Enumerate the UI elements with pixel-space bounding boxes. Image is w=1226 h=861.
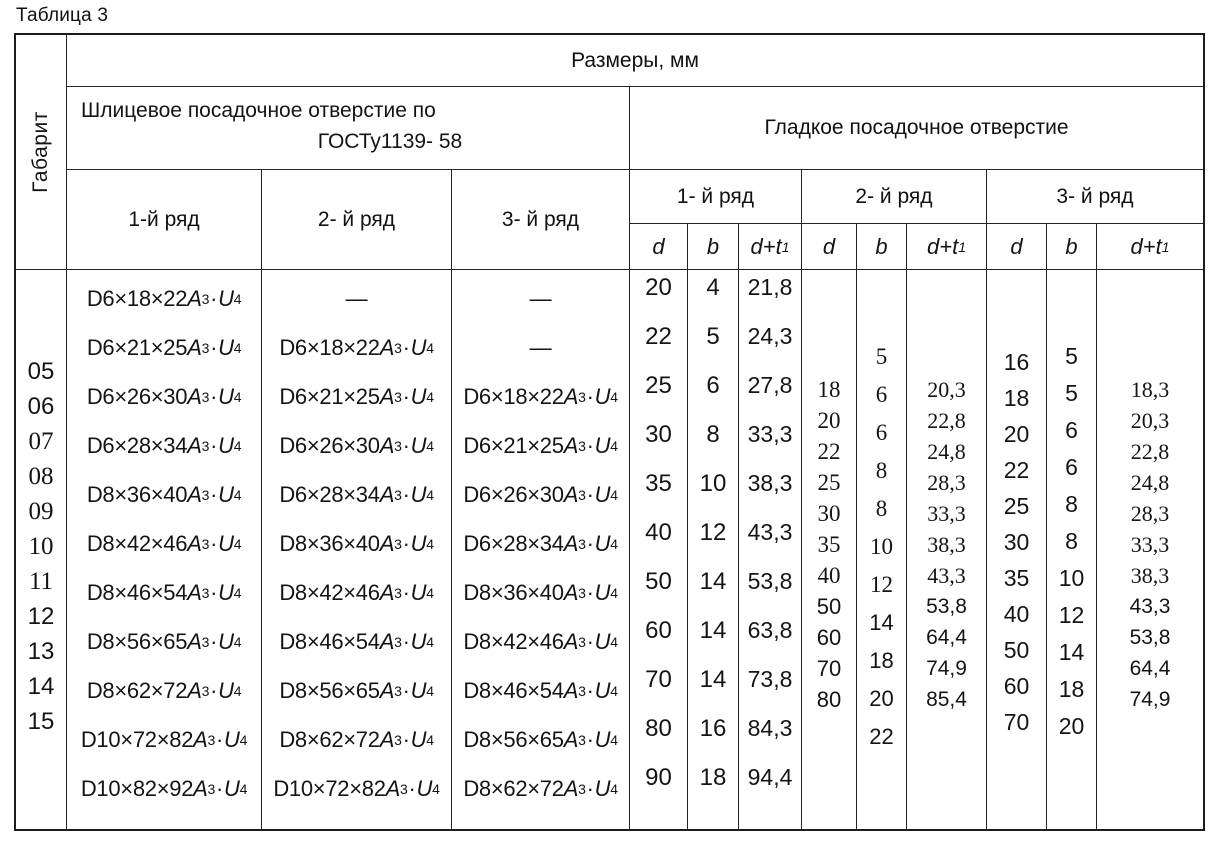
smooth-value: 22: [1003, 457, 1030, 483]
smooth-value: 12: [870, 572, 893, 597]
smooth-value: 43,3: [747, 519, 793, 545]
smooth-value: 50: [816, 594, 842, 619]
smooth-column-b-2: [857, 270, 907, 829]
smooth-value: 21,8: [747, 274, 793, 300]
smooth-value: 53,8: [1129, 626, 1171, 649]
smooth-value: 18: [869, 648, 894, 673]
dimensions-table: [14, 33, 1205, 831]
smooth-value: 8: [875, 496, 888, 521]
smooth-column-d-2: [802, 270, 857, 829]
smooth-value: 80: [816, 687, 842, 712]
gabarit-value: 14: [27, 673, 55, 700]
smooth-value: 5: [1065, 380, 1078, 406]
smooth-value: 4: [706, 274, 720, 301]
smooth-value: 38,3: [927, 532, 966, 557]
smooth-value: 70: [1003, 709, 1030, 735]
smooth-value: 64,4: [1129, 657, 1171, 680]
smooth-value: 33,3: [927, 501, 966, 526]
smooth-value: 38,3: [1130, 563, 1170, 588]
smooth-value: 38,3: [747, 470, 793, 496]
smooth-value: 14: [1058, 639, 1085, 665]
smooth-value: 20,3: [1130, 408, 1170, 433]
smooth-value: 12: [699, 519, 727, 546]
smooth-value: 22,8: [927, 408, 966, 433]
smooth-value: 8: [706, 421, 720, 448]
smooth-value: 70: [816, 656, 842, 681]
spline-designation: D6×21×25 A 3 · U 4: [463, 432, 618, 458]
smooth-value: 60: [1003, 673, 1030, 699]
smooth-column-d-3: [987, 270, 1047, 829]
subheader-dt1-1: d + t 1: [739, 224, 802, 270]
smooth-value: 64,4: [926, 626, 967, 649]
spline-designation: D8×46×54 A 3 · U 4: [279, 628, 434, 654]
spline-designation: D8×36×40 A 3 · U 4: [279, 530, 434, 556]
smooth-value: 94,4: [747, 764, 793, 790]
smooth-value: 8: [1065, 491, 1078, 517]
smooth-value: 53,8: [747, 568, 793, 594]
spline-designation: D6×21×25 A 3 · U 4: [279, 383, 434, 409]
smooth-value: 30: [1003, 529, 1030, 555]
smooth-value: 5: [706, 323, 720, 350]
smooth-value: 10: [1058, 565, 1085, 591]
sizes-header-label: Размеры, мм: [571, 48, 699, 72]
smooth-value: 5: [875, 344, 888, 369]
smooth-value: 27,8: [747, 372, 793, 398]
subheader-b-3: b: [1047, 224, 1097, 270]
spline-designation: D8×56×65 A 3 · U 4: [463, 726, 618, 752]
smooth-value: 20: [869, 686, 894, 711]
smooth-value: 10: [870, 534, 893, 559]
subheader-d-1: d: [630, 224, 688, 270]
smooth-value: 16: [1003, 349, 1030, 375]
smooth-value: 22: [869, 724, 894, 749]
spline-designation: D6×26×30 A 3 · U 4: [279, 432, 434, 458]
spline-section-header: [67, 87, 630, 170]
spline-designation: D10×72×82 A 3 · U 4: [80, 726, 248, 752]
smooth-column-b-1: [688, 270, 739, 829]
smooth-value: 90: [645, 764, 672, 791]
spline-designation: D8×62×72 A 3 · U 4: [279, 726, 434, 752]
smooth-value: 85,4: [926, 688, 967, 711]
gabarit-value: 05: [27, 358, 55, 385]
smooth-value: 80: [645, 715, 672, 742]
smooth-value: 30: [645, 421, 672, 448]
smooth-value: 33,3: [747, 421, 793, 447]
spline-designation: D8×56×65 A 3 · U 4: [86, 628, 242, 654]
spline-designation: D6×18×22 A 3 · U 4: [463, 383, 618, 409]
subheader-dt1-3: d + t 1: [1097, 224, 1203, 270]
gabarit-stack: [16, 354, 66, 739]
smooth-value: 73,8: [747, 666, 793, 692]
smooth-value: 50: [1003, 637, 1030, 663]
smooth-value: 84,3: [747, 715, 793, 741]
smooth-value: 18: [1058, 676, 1085, 702]
spline-designation: D6×18×22 A 3 · U 4: [279, 334, 434, 360]
smooth-value: 28,3: [1130, 501, 1170, 526]
smooth-value: 6: [875, 382, 888, 407]
spline-designation: D6×21×25 A 3 · U 4: [86, 334, 242, 360]
gabarit-value: 13: [27, 638, 55, 665]
smooth-value: 22: [645, 323, 672, 350]
smooth-value: 25: [645, 372, 672, 399]
gabarit-value: 15: [27, 708, 55, 735]
smooth-column-dt-1: [739, 270, 802, 829]
page-title: Таблица 3: [16, 5, 109, 26]
spline-designation: D8×36×40 A 3 · U 4: [463, 579, 618, 605]
gabarit-value: 06: [27, 393, 55, 420]
smooth-value: 63,8: [747, 617, 793, 643]
subheader-b-2: b: [857, 224, 907, 270]
smooth-value: 35: [817, 532, 841, 557]
smooth-row-header-3: 3- й ряд: [987, 170, 1203, 224]
smooth-value: 6: [1065, 417, 1078, 443]
smooth-value: 14: [699, 568, 727, 595]
subheader-dt1-2: d + t 1: [907, 224, 987, 270]
spline-designation: D6×28×34 A 3 · U 4: [279, 481, 434, 507]
gabarit-value: 07: [28, 428, 54, 455]
smooth-value: 18,3: [1130, 377, 1170, 402]
smooth-column-d-1: [630, 270, 688, 829]
smooth-value: 6: [706, 372, 720, 399]
smooth-value: 33,3: [1130, 532, 1170, 557]
smooth-value: 18: [1003, 385, 1030, 411]
smooth-value: 53,8: [926, 595, 967, 618]
smooth-value: 8: [875, 458, 888, 483]
smooth-column-dt-3: [1097, 270, 1203, 829]
spline-designation: D8×46×54 A 3 · U 4: [463, 677, 618, 703]
smooth-value: 40: [817, 563, 841, 588]
spline-designation: D6×26×30 A 3 · U 4: [86, 383, 242, 409]
gabarit-value: 09: [28, 498, 54, 525]
spline-designation: D6×28×34 A 3 · U 4: [463, 530, 618, 556]
sizes-header-cell: [67, 35, 1203, 87]
smooth-value: 43,3: [1129, 595, 1171, 618]
spline-column-1: [67, 270, 262, 829]
corner-header-cell: [16, 35, 67, 270]
gabarit-value: 10: [28, 533, 54, 560]
smooth-value: 22,8: [1130, 439, 1170, 464]
spline-designation: D8×42×46 A 3 · U 4: [463, 628, 618, 654]
gabarit-value: 12: [27, 603, 55, 630]
smooth-row-header-1: 1- й ряд: [630, 170, 802, 224]
smooth-value: 74,9: [1129, 688, 1171, 711]
smooth-header-label: Гладкое посадочное отверстие: [764, 116, 1069, 139]
smooth-value: 43,3: [927, 563, 966, 588]
smooth-value: 14: [699, 666, 727, 693]
spline-designation: D10×72×82 A 3 · U 4: [273, 775, 440, 801]
smooth-section-header: [630, 87, 1203, 170]
corner-header-label: Габарит: [29, 111, 52, 193]
smooth-value: 25: [1003, 493, 1030, 519]
smooth-value: 30: [817, 501, 841, 526]
smooth-value: 35: [1003, 565, 1030, 591]
smooth-value: 20: [645, 274, 672, 301]
smooth-value: 8: [1065, 528, 1078, 554]
smooth-value: 14: [869, 610, 894, 635]
gabarit-value: 11: [28, 568, 54, 595]
spline-row-header-3: 3- й ряд: [452, 170, 630, 270]
smooth-value: 20: [1003, 421, 1030, 447]
spline-designation: —: [345, 285, 368, 311]
spline-designation: D8×62×72 A 3 · U 4: [463, 775, 618, 801]
spline-header-line1: Шлицевое посадочное отверстие по: [81, 99, 436, 122]
smooth-row-header-2: 2- й ряд: [802, 170, 987, 224]
smooth-value: 28,3: [927, 470, 966, 495]
smooth-value: 60: [645, 617, 672, 644]
smooth-value: 18: [817, 377, 841, 402]
spline-designation: D8×36×40 A 3 · U 4: [86, 481, 242, 507]
smooth-value: 24,8: [927, 439, 966, 464]
spline-designation: D8×46×54 A 3 · U 4: [86, 579, 242, 605]
spline-designation: D8×42×46 A 3 · U 4: [279, 579, 434, 605]
smooth-value: 24,3: [747, 323, 793, 349]
smooth-value: 20,3: [927, 377, 966, 402]
smooth-value: 10: [699, 470, 727, 497]
smooth-value: 60: [816, 625, 842, 650]
smooth-value: 24,8: [1130, 470, 1170, 495]
gabarit-values-column: [16, 270, 67, 829]
subheader-d-2: d: [802, 224, 857, 270]
spline-designation: D6×18×22 A 3 · U 4: [86, 285, 242, 311]
smooth-value: 14: [699, 617, 727, 644]
smooth-value: 35: [645, 470, 672, 497]
smooth-value: 50: [645, 568, 672, 595]
spline-designation: —: [529, 334, 552, 360]
smooth-value: 20: [1058, 713, 1085, 739]
smooth-column-dt-2: [907, 270, 987, 829]
smooth-value: 74,9: [926, 657, 967, 680]
smooth-value: 20: [817, 408, 841, 433]
spline-designation: D8×62×72 A 3 · U 4: [86, 677, 242, 703]
smooth-value: 6: [1065, 454, 1078, 480]
spline-designation: —: [529, 285, 552, 311]
spline-designation: D10×82×92 A 3 · U 4: [80, 775, 248, 801]
spline-column-2: [262, 270, 452, 829]
gabarit-value: 08: [28, 463, 54, 490]
smooth-column-b-3: [1047, 270, 1097, 829]
spline-designation: D8×42×46 A 3 · U 4: [86, 530, 242, 556]
spline-header-line2: ГОСТу1139- 58: [317, 130, 463, 153]
spline-designation: D6×26×30 A 3 · U 4: [463, 481, 618, 507]
smooth-value: 16: [699, 715, 727, 742]
smooth-value: 5: [1065, 343, 1078, 369]
smooth-value: 70: [645, 666, 672, 693]
spline-row-header-1: 1-й ряд: [67, 170, 262, 270]
smooth-value: 6: [875, 420, 888, 445]
subheader-d-3: d: [987, 224, 1047, 270]
smooth-value: 12: [1058, 602, 1085, 628]
spline-designation: D6×28×34 A 3 · U 4: [86, 432, 242, 458]
smooth-value: 25: [817, 470, 841, 495]
spline-column-3: [452, 270, 630, 829]
spline-row-header-2: 2- й ряд: [262, 170, 452, 270]
smooth-value: 22: [817, 439, 841, 464]
smooth-value: 18: [699, 764, 727, 791]
subheader-b-1: b: [688, 224, 739, 270]
smooth-value: 40: [645, 519, 672, 546]
smooth-value: 40: [1003, 601, 1030, 627]
spline-designation: D8×56×65 A 3 · U 4: [279, 677, 434, 703]
